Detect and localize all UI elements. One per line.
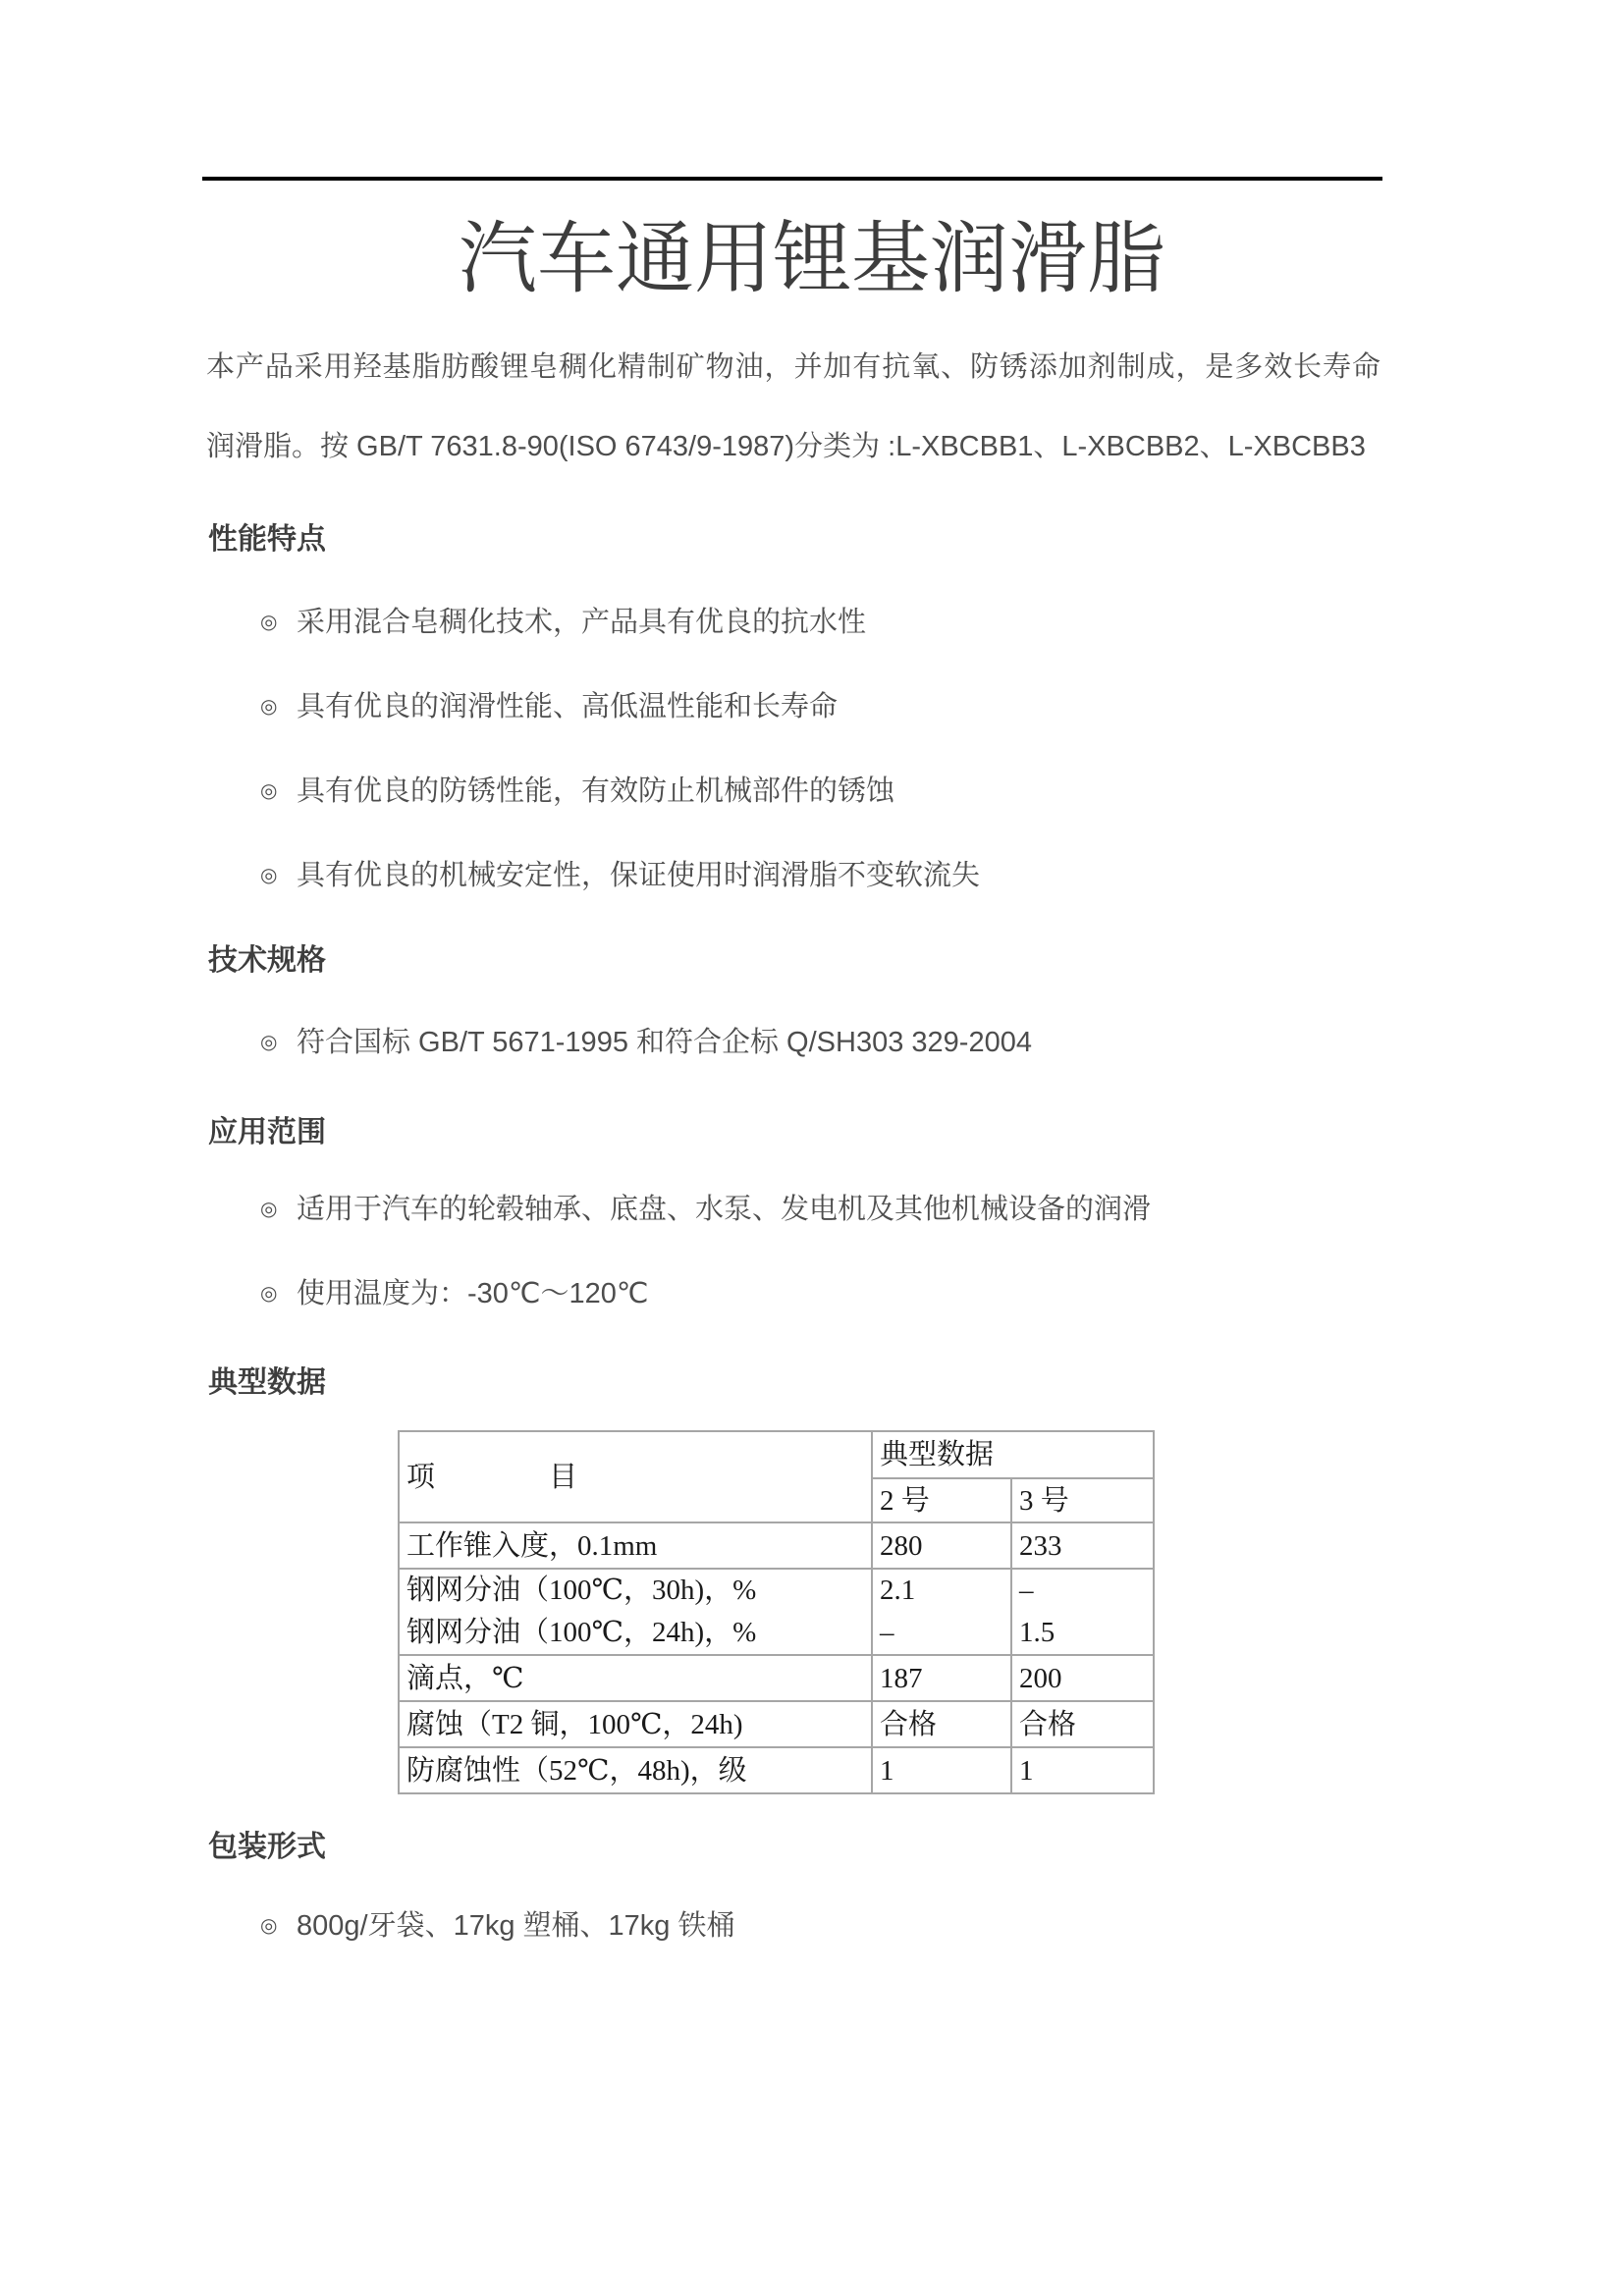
table-row xyxy=(399,1701,1154,1747)
list-item-text: 800g/牙袋、17kg 塑桶、17kg 铁桶 xyxy=(297,1910,735,1942)
list-item xyxy=(260,1906,1389,1946)
row-label-line2: 钢网分油（100℃，24h)，% xyxy=(406,1617,757,1648)
header-cell-group: 典型数据 xyxy=(872,1431,1154,1478)
applications-list xyxy=(260,1190,1389,1313)
row-label xyxy=(399,1569,872,1655)
value-grade2 xyxy=(872,1569,1011,1655)
bullet-icon: ◎ xyxy=(260,696,278,718)
section-heading-applications: 应用范围 xyxy=(208,1116,326,1148)
table-row xyxy=(399,1522,1154,1569)
bullet-icon: ◎ xyxy=(260,865,278,886)
row-label: 滴点，℃ xyxy=(399,1655,872,1701)
value-grade3 xyxy=(1011,1569,1154,1655)
value-grade3: 200 xyxy=(1011,1655,1154,1701)
list-item xyxy=(260,687,1389,726)
table-row xyxy=(399,1569,1154,1655)
header-cell-item: 项 目 xyxy=(399,1431,872,1522)
list-item-text: 具有优良的机械安定性，保证使用时润滑脂不变软流失 xyxy=(297,860,981,891)
list-item-text: 具有优良的防锈性能，有效防止机械部件的锈蚀 xyxy=(297,775,895,807)
value-grade2: 1 xyxy=(872,1747,1011,1793)
row-label: 防腐蚀性（52℃，48h)，级 xyxy=(399,1747,872,1793)
header-cell-grade3: 3 号 xyxy=(1011,1478,1154,1522)
value-grade3: 合格 xyxy=(1011,1701,1154,1747)
value-line2: 1.5 xyxy=(1019,1617,1056,1648)
bullet-icon: ◎ xyxy=(260,612,278,633)
row-label: 腐蚀（T2 铜，100℃，24h) xyxy=(399,1701,872,1747)
bullet-icon: ◎ xyxy=(260,780,278,802)
list-item xyxy=(260,1023,1389,1062)
bullet-icon: ◎ xyxy=(260,1032,278,1053)
typical-data-table xyxy=(398,1430,1155,1794)
list-item xyxy=(260,603,1389,642)
table-row xyxy=(399,1655,1154,1701)
bullet-icon: ◎ xyxy=(260,1199,278,1220)
features-list xyxy=(260,603,1389,895)
list-item-text: 采用混合皂稠化技术，产品具有优良的抗水性 xyxy=(297,607,867,638)
value-grade3: 233 xyxy=(1011,1522,1154,1569)
value-grade2: 合格 xyxy=(872,1701,1011,1747)
section-heading-typical-data: 典型数据 xyxy=(208,1366,326,1399)
list-item xyxy=(260,1274,1389,1313)
list-item-text: 适用于汽车的轮毂轴承、底盘、水泵、发电机及其他机械设备的润滑 xyxy=(297,1194,1152,1225)
list-item-text: 使用温度为：-30℃～120℃ xyxy=(297,1278,649,1309)
intro-line-1: 本产品采用羟基脂肪酸锂皂稠化精制矿物油，并加有抗氧、防锈添加剂制成，是多效长寿命 xyxy=(206,351,1380,383)
list-item xyxy=(260,856,1389,895)
value-line1: 2.1 xyxy=(880,1575,916,1606)
bullet-icon: ◎ xyxy=(260,1915,278,1937)
horizontal-rule xyxy=(202,177,1382,181)
list-item-text: 符合国标 GB/T 5671-1995 和符合企标 Q/SH303 329-2004 xyxy=(297,1027,1032,1058)
value-grade3: 1 xyxy=(1011,1747,1154,1793)
value-line1: – xyxy=(1019,1575,1034,1606)
specs-list xyxy=(260,1023,1389,1062)
header-cell-grade2: 2 号 xyxy=(872,1478,1011,1522)
row-label-line1: 钢网分油（100℃，30h)，% xyxy=(406,1575,757,1606)
section-heading-features: 性能特点 xyxy=(208,523,326,556)
value-line2: – xyxy=(880,1617,894,1648)
table-row xyxy=(399,1747,1154,1793)
bullet-icon: ◎ xyxy=(260,1283,278,1305)
list-item xyxy=(260,772,1389,811)
list-item-text: 具有优良的润滑性能、高低温性能和长寿命 xyxy=(297,691,839,722)
table-header-row xyxy=(399,1431,1154,1478)
section-heading-packaging: 包装形式 xyxy=(208,1831,326,1863)
page-title: 汽车通用锂基润滑脂 xyxy=(459,215,1165,302)
row-label: 工作锥入度，0.1mm xyxy=(399,1522,872,1569)
value-grade2: 280 xyxy=(872,1522,1011,1569)
intro-line-2: 润滑脂。按 GB/T 7631.8-90(ISO 6743/9-1987)分类为 :L-XBCBB1、L-XBCBB2、L-XBCBB3 xyxy=(206,431,1366,462)
value-grade2: 187 xyxy=(872,1655,1011,1701)
packaging-list xyxy=(260,1906,1389,1946)
section-heading-specs: 技术规格 xyxy=(208,944,326,977)
list-item xyxy=(260,1190,1389,1229)
